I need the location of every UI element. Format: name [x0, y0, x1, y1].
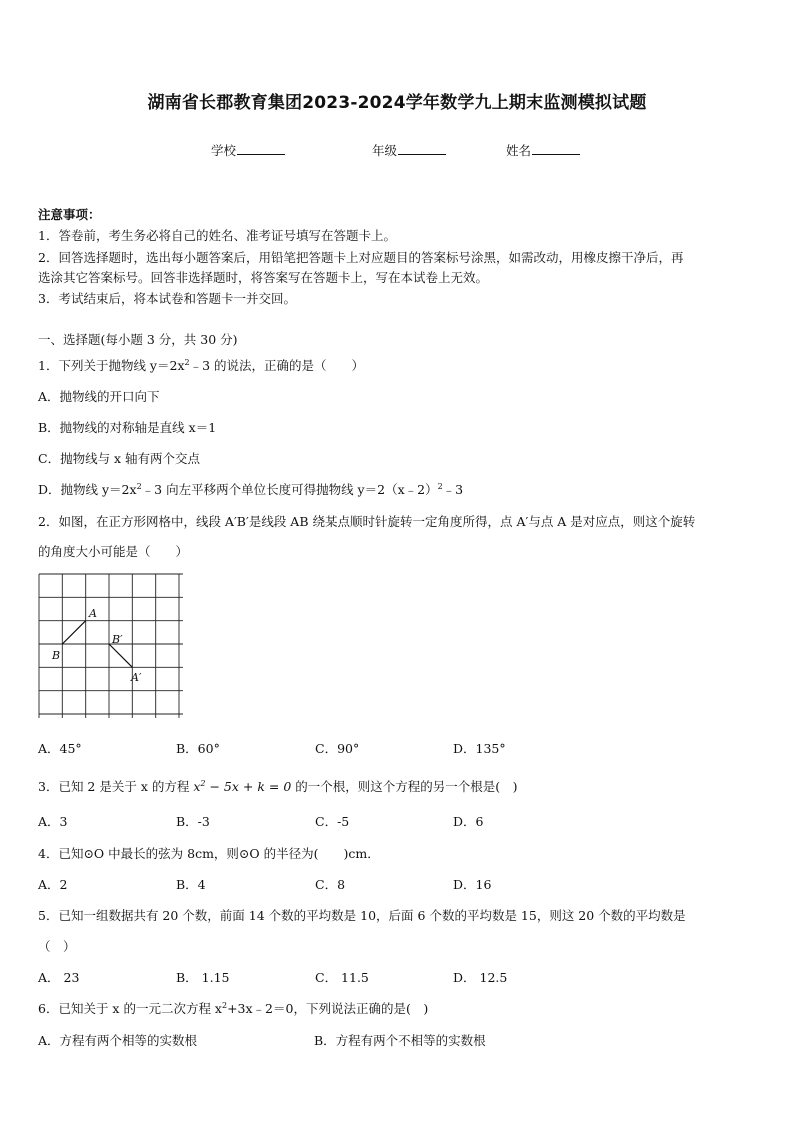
- segment-a2b2: [109, 644, 132, 667]
- question-2-option-c: C．90°: [315, 741, 360, 756]
- question-6-option-b: B．方程有两个不相等的实数根: [314, 1033, 486, 1048]
- label-b: B: [52, 649, 61, 662]
- question-2-option-a: A．45°: [38, 741, 82, 756]
- question-4-option-a: A．2: [38, 877, 68, 892]
- notice-item: 2．回答选择题时，选出每小题答案后，用铅笔把答题卡上对应题目的答案标号涂黑，如需改动，用橡皮擦干净后，再: [38, 250, 684, 265]
- name-blank[interactable]: [532, 142, 580, 155]
- notice-item: 选涂其它答案标号。回答非选择题时，将答案写在答题卡上，写在本试卷上无效。: [38, 270, 489, 285]
- segment-ab: [62, 621, 85, 644]
- question-3-stem: 3．已知 2 是关于 x 的方程 $x^2 - 5x + k = 0$ 的一个根，则这个方程的另一个根是( ): [38, 778, 518, 794]
- question-3-option-c: C．-5: [315, 814, 350, 829]
- school-blank[interactable]: [237, 142, 285, 155]
- question-4-stem: 4．已知⊙O 中最长的弦为 8cm，则⊙O 的半径为( )cm．: [38, 846, 380, 861]
- question-1-option-a: A．抛物线的开口向下: [38, 389, 160, 404]
- page-title: 湖南省长郡教育集团2023-2024学年数学九上期末监测模拟试题: [147, 93, 647, 113]
- question-5-option-d: D． 12.5: [453, 970, 508, 985]
- section-heading: 一、选择题(每小题 3 分，共 30 分): [38, 332, 238, 347]
- question-5-stem: 5．已知一组数据共有 20 个数，前面 14 个数的平均数是 10，后面 6 个数的平均数是 15，则这 20 个数的平均数是: [38, 908, 686, 923]
- question-5-option-c: C． 11.5: [315, 970, 369, 985]
- equation: $x^2 - 5x + k = 0$: [193, 778, 292, 794]
- question-4-option-b: B．4: [176, 877, 206, 892]
- question-4-option-d: D．16: [453, 877, 492, 892]
- school-field: [211, 141, 285, 159]
- question-2-stem-cont: 的角度大小可能是（ ）: [38, 544, 189, 559]
- question-4-option-c: C．8: [315, 877, 346, 892]
- label-a: A: [89, 607, 97, 620]
- label-b-prime: B′: [112, 633, 123, 646]
- question-5-option-b: B． 1.15: [176, 970, 230, 985]
- label-a-prime: A′: [131, 671, 142, 684]
- question-1-option-b: B．抛物线的对称轴是直线 x＝1: [38, 420, 217, 435]
- question-2-stem: 2．如图，在正方形网格中，线段 A′B′是线段 AB 绕某点顺时针旋转一定角度所得，点 A′与点 A 是对应点，则这个旋转: [38, 514, 696, 529]
- question-5-option-a: A． 23: [38, 970, 80, 985]
- notice-item: 1．答卷前，考生务必将自己的姓名、准考证号填写在答题卡上。: [38, 228, 396, 243]
- question-3-option-b: B．-3: [176, 814, 210, 829]
- question-1-stem: 1．下列关于抛物线 $y=2x^2﹣3$ 的说法，正确的是（ ）: [38, 357, 365, 373]
- question-6-option-a: A．方程有两个相等的实数根: [38, 1033, 198, 1048]
- grade-label: 年级: [372, 143, 398, 158]
- question-3-option-a: A．3: [38, 814, 68, 829]
- grade-field: [372, 141, 446, 159]
- notice-heading: 注意事项：: [38, 207, 101, 222]
- question-2-option-d: D．135°: [453, 741, 506, 756]
- name-field: [506, 141, 580, 159]
- question-2-option-b: B．60°: [176, 741, 220, 756]
- notice-item: 3．考试结束后，将本试卷和答题卡一并交回。: [38, 291, 296, 306]
- grade-blank[interactable]: [398, 142, 446, 155]
- question-5-stem-cont: （ ）: [38, 939, 76, 954]
- question-6-stem: 6．已知关于 x 的一元二次方程 $x^2+3x﹣2=0$，下列说法正确的是( ): [38, 1000, 429, 1016]
- name-label: 姓名: [506, 143, 532, 158]
- question-1-option-c: C．抛物线与 x 轴有两个交点: [38, 451, 201, 466]
- question-3-option-d: D．6: [453, 814, 484, 829]
- question-1-option-d: D．抛物线 $y=2x^2﹣3$ 向左平移两个单位长度可得抛物线 y＝2（x﹣2）$^2$﹣3: [38, 481, 464, 497]
- school-label: 学校: [211, 143, 237, 158]
- square-grid-figure: [38, 573, 184, 719]
